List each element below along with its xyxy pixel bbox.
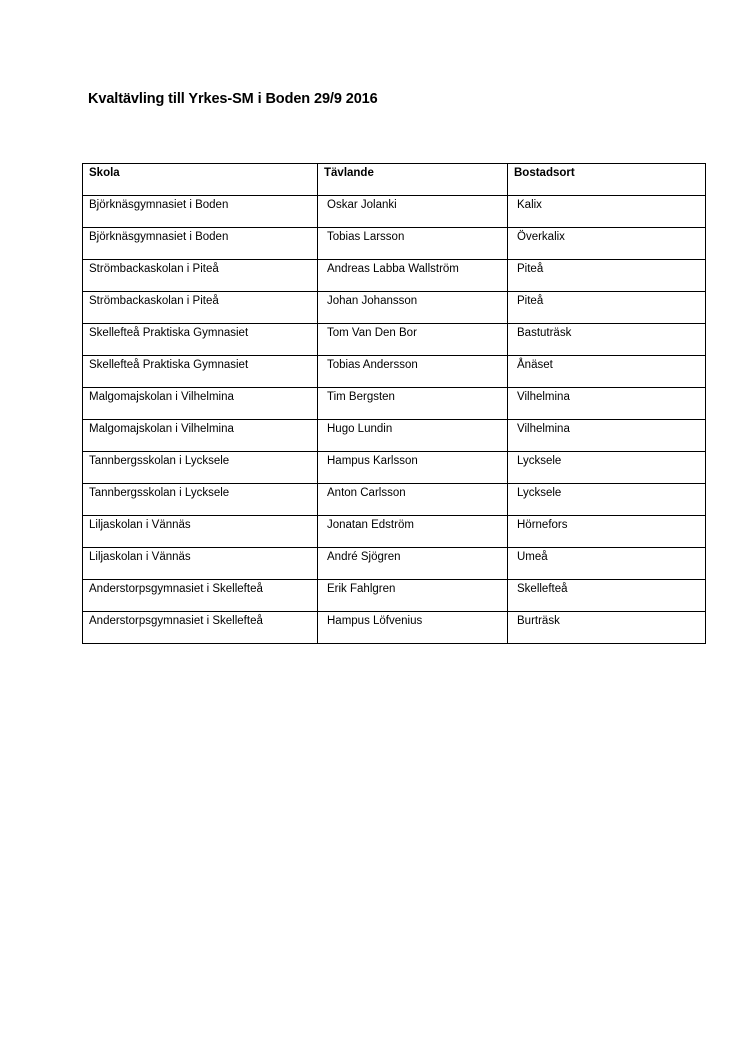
cell-school: Tannbergsskolan i Lycksele	[83, 452, 318, 484]
cell-school: Liljaskolan i Vännäs	[83, 516, 318, 548]
table-row	[83, 292, 706, 324]
table-row	[83, 228, 706, 260]
table-row	[83, 388, 706, 420]
cell-school: Strömbackaskolan i Piteå	[83, 292, 318, 324]
column-header-hometown: Bostadsort	[508, 164, 706, 196]
cell-school: Malgomajskolan i Vilhelmina	[83, 388, 318, 420]
cell-hometown: Piteå	[508, 292, 706, 324]
table-row	[83, 484, 706, 516]
column-header-competitor: Tävlande	[318, 164, 508, 196]
cell-school: Björknäsgymnasiet i Boden	[83, 228, 318, 260]
table-row	[83, 356, 706, 388]
table-row	[83, 324, 706, 356]
table-row	[83, 580, 706, 612]
cell-hometown: Ånäset	[508, 356, 706, 388]
cell-school: Björknäsgymnasiet i Boden	[83, 196, 318, 228]
table-row	[83, 196, 706, 228]
cell-school: Liljaskolan i Vännäs	[83, 548, 318, 580]
cell-competitor: Anton Carlsson	[318, 484, 508, 516]
cell-competitor: Oskar Jolanki	[318, 196, 508, 228]
column-header-school: Skola	[83, 164, 318, 196]
cell-school: Anderstorpsgymnasiet i Skellefteå	[83, 580, 318, 612]
cell-school: Malgomajskolan i Vilhelmina	[83, 420, 318, 452]
cell-competitor: Tom Van Den Bor	[318, 324, 508, 356]
cell-competitor: Johan Johansson	[318, 292, 508, 324]
table-row	[83, 452, 706, 484]
cell-hometown: Lycksele	[508, 452, 706, 484]
table-row	[83, 260, 706, 292]
cell-hometown: Vilhelmina	[508, 420, 706, 452]
cell-competitor: Andreas Labba Wallström	[318, 260, 508, 292]
cell-competitor: Erik Fahlgren	[318, 580, 508, 612]
table-row	[83, 548, 706, 580]
table-row	[83, 420, 706, 452]
cell-school: Skellefteå Praktiska Gymnasiet	[83, 356, 318, 388]
cell-hometown: Kalix	[508, 196, 706, 228]
cell-hometown: Hörnefors	[508, 516, 706, 548]
table-header-row	[83, 164, 706, 196]
competitors-table	[82, 163, 706, 644]
cell-hometown: Bastuträsk	[508, 324, 706, 356]
cell-competitor: Hampus Karlsson	[318, 452, 508, 484]
cell-hometown: Burträsk	[508, 612, 706, 644]
cell-school: Anderstorpsgymnasiet i Skellefteå	[83, 612, 318, 644]
cell-hometown: Skellefteå	[508, 580, 706, 612]
cell-hometown: Lycksele	[508, 484, 706, 516]
cell-competitor: Hampus Löfvenius	[318, 612, 508, 644]
cell-competitor: Hugo Lundin	[318, 420, 508, 452]
cell-competitor: André Sjögren	[318, 548, 508, 580]
cell-school: Strömbackaskolan i Piteå	[83, 260, 318, 292]
cell-competitor: Tobias Andersson	[318, 356, 508, 388]
table-row	[83, 516, 706, 548]
cell-hometown: Umeå	[508, 548, 706, 580]
cell-school: Tannbergsskolan i Lycksele	[83, 484, 318, 516]
table-row	[83, 612, 706, 644]
cell-school: Skellefteå Praktiska Gymnasiet	[83, 324, 318, 356]
cell-hometown: Överkalix	[508, 228, 706, 260]
cell-hometown: Vilhelmina	[508, 388, 706, 420]
cell-hometown: Piteå	[508, 260, 706, 292]
cell-competitor: Jonatan Edström	[318, 516, 508, 548]
page-title: Kvaltävling till Yrkes-SM i Boden 29/9 2016	[88, 91, 378, 107]
cell-competitor: Tim Bergsten	[318, 388, 508, 420]
cell-competitor: Tobias Larsson	[318, 228, 508, 260]
